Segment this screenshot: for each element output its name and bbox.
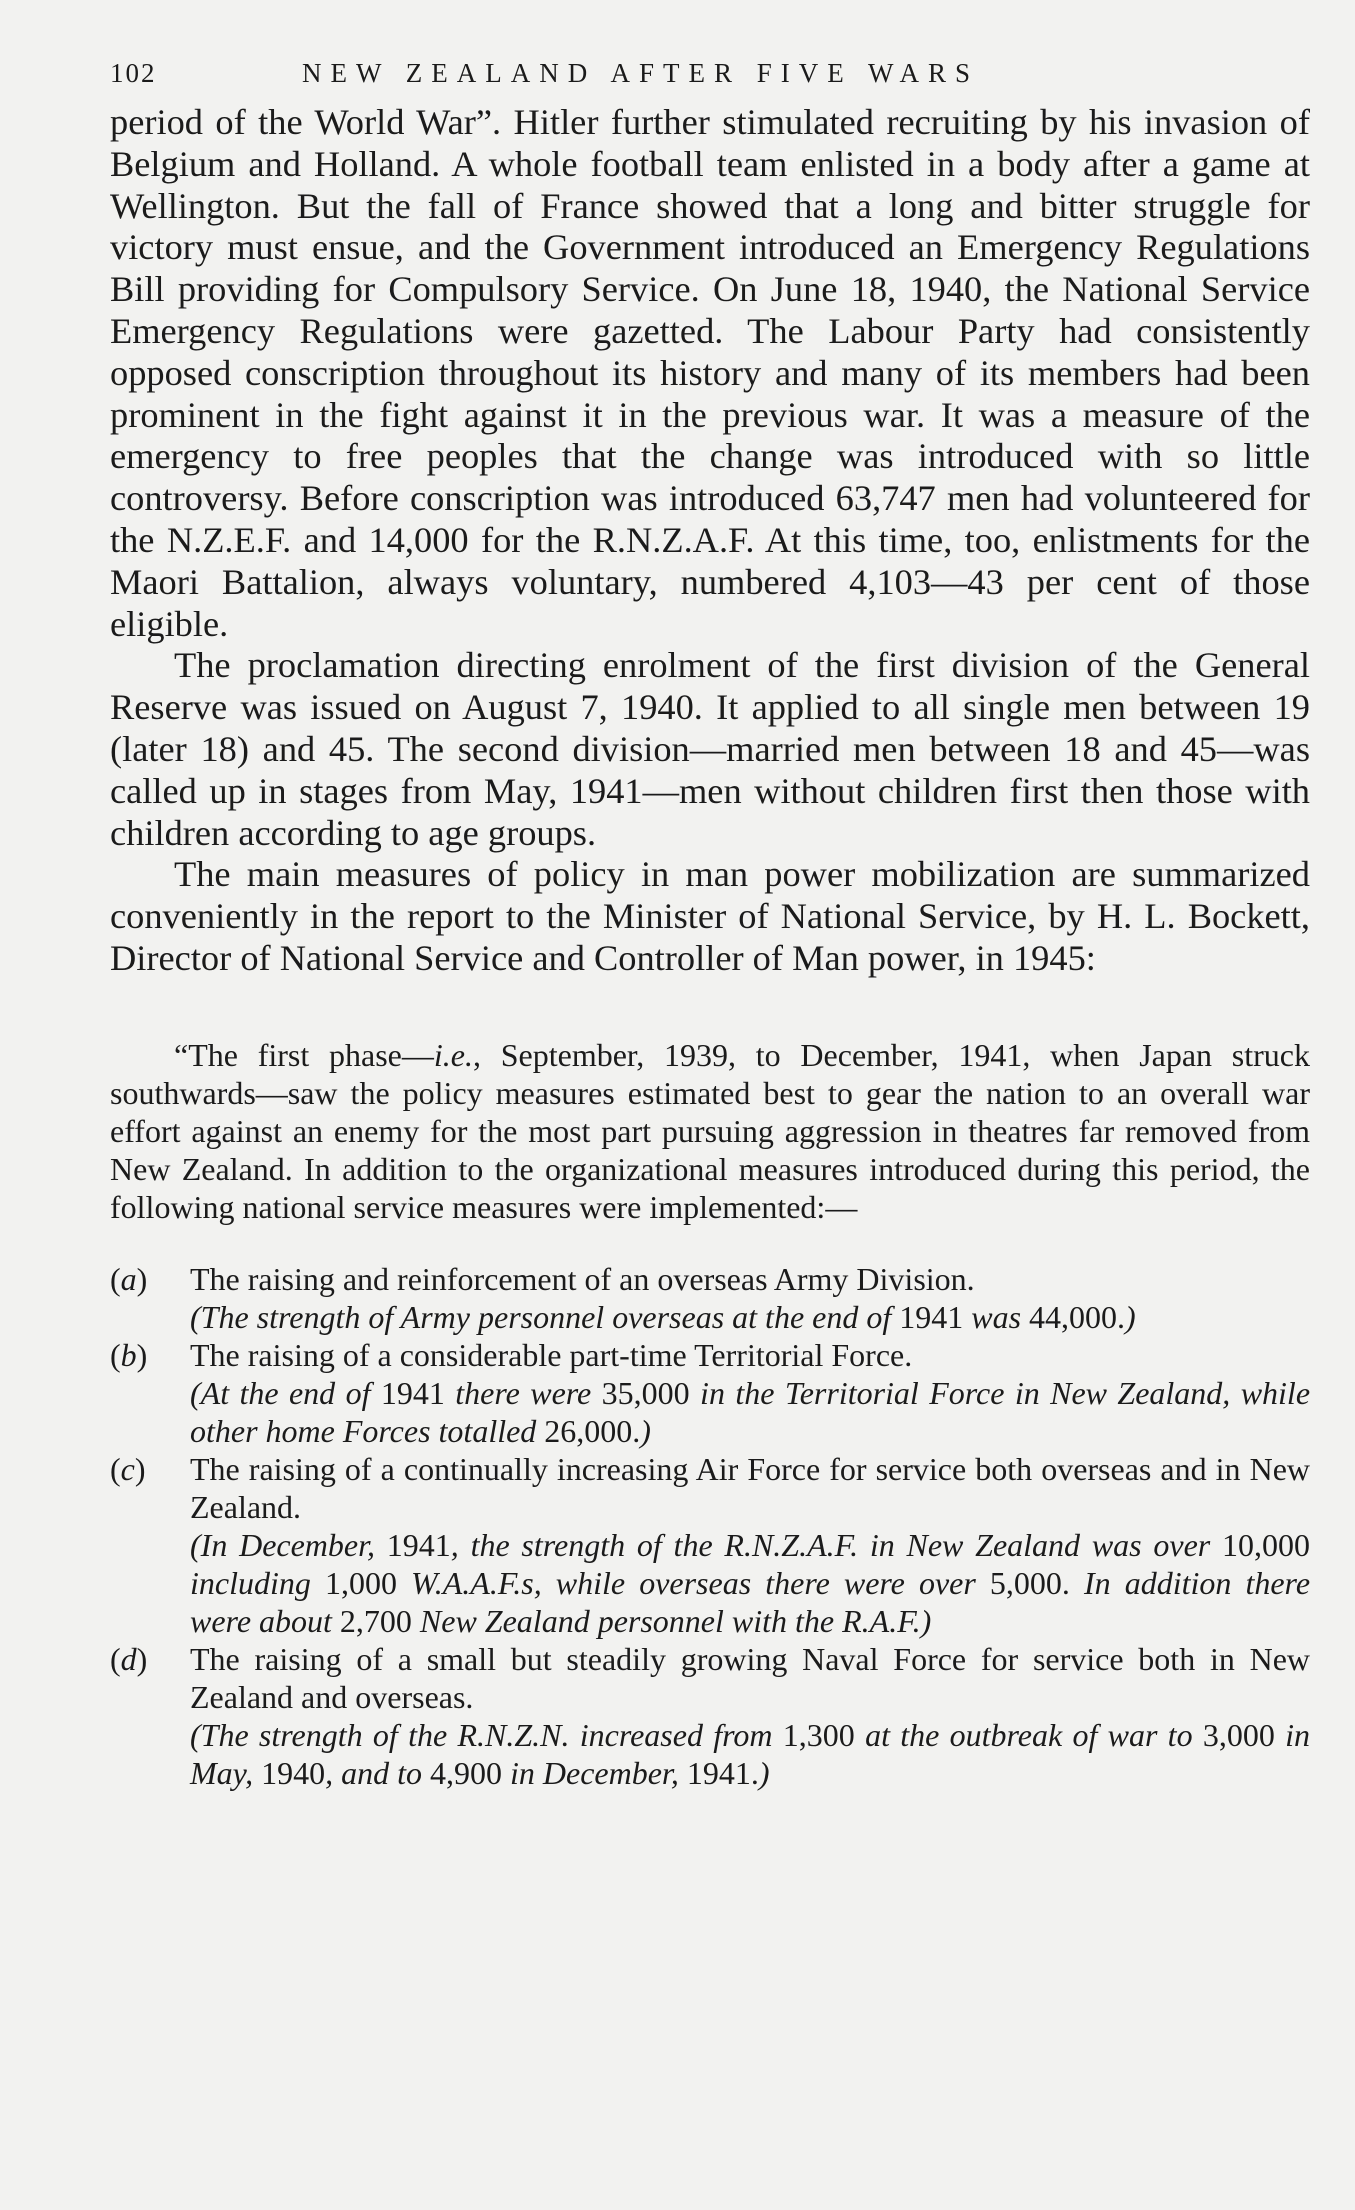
measures-list — [110, 1260, 1310, 1792]
item-text: The raising and reinforcement of an overseas Army Division. — [190, 1260, 975, 1297]
note-number: 26,000. — [544, 1412, 641, 1449]
book-page — [110, 58, 1310, 1792]
quote-intro-rest: , September, 1939, to December, 1941, when Japan struck southwards—saw the policy measures estimated best to gear the nation to an overall war effort against an enemy for the most part pursuing aggression in theatres far removed from New Zealand. In addition to the organizational measures introduced during this period, the following national service measures were implemented:— — [110, 1036, 1311, 1225]
running-head: NEW ZEALAND AFTER FIVE WARS — [302, 58, 980, 88]
item-note: (The strength of Army personnel overseas at the end of 1941 was 44,000.) — [190, 1298, 1136, 1335]
note-italic-text: The strength of Army personnel overseas at the end of — [200, 1298, 900, 1335]
note-number: 1941 — [899, 1298, 964, 1335]
note-number: 3,000 — [1202, 1716, 1275, 1753]
note-number: 44,000. — [1029, 1298, 1126, 1335]
block-quote — [110, 1036, 1310, 1792]
quote-intro-start: “The first phase— — [174, 1036, 434, 1073]
item-marker: (c) — [110, 1450, 146, 1487]
page-header — [110, 58, 1310, 102]
item-marker: (b) — [110, 1336, 148, 1373]
item-text: The raising of a considerable part-time Territorial Force. — [190, 1336, 913, 1373]
note-italic-text: in December, — [501, 1754, 687, 1791]
list-item — [110, 1640, 1310, 1792]
body-text — [110, 102, 1310, 980]
note-number: 35,000 — [601, 1374, 690, 1411]
note-number: 1940 — [261, 1754, 326, 1791]
item-note: (The strength of the R.N.Z.N. increased from 1,300 at the outbreak of war to 3,000 in May, 1940, and to 4,900 in December, 1941.) — [190, 1716, 1311, 1791]
item-marker: (d) — [110, 1640, 148, 1677]
page-number: 102 — [110, 58, 157, 88]
paragraph: period of the World War”. Hitler further stimulated recruiting by his invasion of Belgium and Holland. A whole football team enlisted in a body after a game at Wellington. But the fall of France showed that a long and bitter struggle for victory must ensue, and the Government introduced an Emergency Regulations Bill providing for Compulsory Service. On June 18, 1940, the National Service Emergency Regulations were gazetted. The Labour Party had consistently opposed conscription throughout its history and many of its members had been prominent in the fight against it in the previous war. It was a measure of the emergency to free peoples that the change was introduced with so little controversy. Before conscription was introduced 63,747 men had volunteered for the N.Z.E.F. and 14,000 for the R.N.Z.A.F. At this time, too, enlistments for the Maori Battalion, always voluntary, numbered 4,103—43 per cent of those eligible. — [110, 102, 1310, 644]
note-italic-text: , the strength of the R.N.Z.A.F. in New Zealand was over — [450, 1526, 1223, 1563]
note-italic-text: in May, — [190, 1716, 1311, 1791]
note-italic-text: The strength of the R.N.Z.N. increased from — [200, 1716, 783, 1753]
note-italic-text: was — [963, 1298, 1030, 1335]
item-note: (In December, 1941, the strength of the R.N.Z.A.F. in New Zealand was over 10,000 including 1,000 W.A.A.F.s, while overseas there were over 5,000. In addition there were about 2,700 New Zealand personnel with the R.A.F.) — [190, 1526, 1311, 1639]
item-text: The raising of a small but steadily growing Naval Force for service both in New Zealand and overseas. — [190, 1640, 1310, 1715]
item-marker: (a) — [110, 1260, 148, 1297]
paragraph: The main measures of policy in man power mobilization are summarized conveniently in the report to the Minister of National Service, by H. L. Bockett, Director of National Service and Controller of Man power, in 1945: — [110, 854, 1310, 978]
quote-intro-ie: i.e. — [433, 1036, 473, 1073]
note-number: 1941 — [380, 1374, 445, 1411]
note-italic-text: , and to — [325, 1754, 430, 1791]
list-item — [110, 1336, 1310, 1450]
note-italic-text: New Zealand personnel with the R.A.F. — [411, 1602, 921, 1639]
note-number: 2,700 — [339, 1602, 412, 1639]
note-italic-text: in the Territorial Force in New Zealand, while other home Forces totalled — [190, 1374, 1311, 1449]
note-number: 4,900 — [429, 1754, 502, 1791]
note-italic-text: there were — [444, 1374, 602, 1411]
note-italic-text: In December, — [200, 1526, 387, 1563]
quote-intro — [110, 1036, 1310, 1226]
note-number: 1941 — [386, 1526, 451, 1563]
note-number: 1,300 — [782, 1716, 855, 1753]
note-number: 1,000 — [324, 1564, 397, 1601]
item-note: (At the end of 1941 there were 35,000 in the Territorial Force in New Zealand, while other home Forces totalled 26,000.) — [190, 1374, 1311, 1449]
note-italic-text: At the end of — [200, 1374, 381, 1411]
note-number: 10,000 — [1222, 1526, 1311, 1563]
item-text: The raising of a continually increasing Air Force for service both overseas and in New Zealand. — [190, 1450, 1310, 1525]
paragraph: The proclamation directing enrolment of the first division of the General Reserve was issued on August 7, 1940. It applied to all single men between 19 (later 18) and 45. The second division—married men between 18 and 45—was called up in stages from May, 1941—men without children first then those with children according to age groups. — [110, 645, 1310, 853]
note-italic-text: W.A.A.F.s, while overseas there were over — [396, 1564, 990, 1601]
note-italic-text: In addition there were about — [190, 1564, 1311, 1639]
list-item — [110, 1450, 1310, 1640]
list-item — [110, 1260, 1310, 1336]
note-italic-text: including — [190, 1564, 325, 1601]
note-italic-text: at the outbreak of war to — [854, 1716, 1203, 1753]
note-number: 5,000. — [989, 1564, 1070, 1601]
note-number: 1941. — [686, 1754, 759, 1791]
